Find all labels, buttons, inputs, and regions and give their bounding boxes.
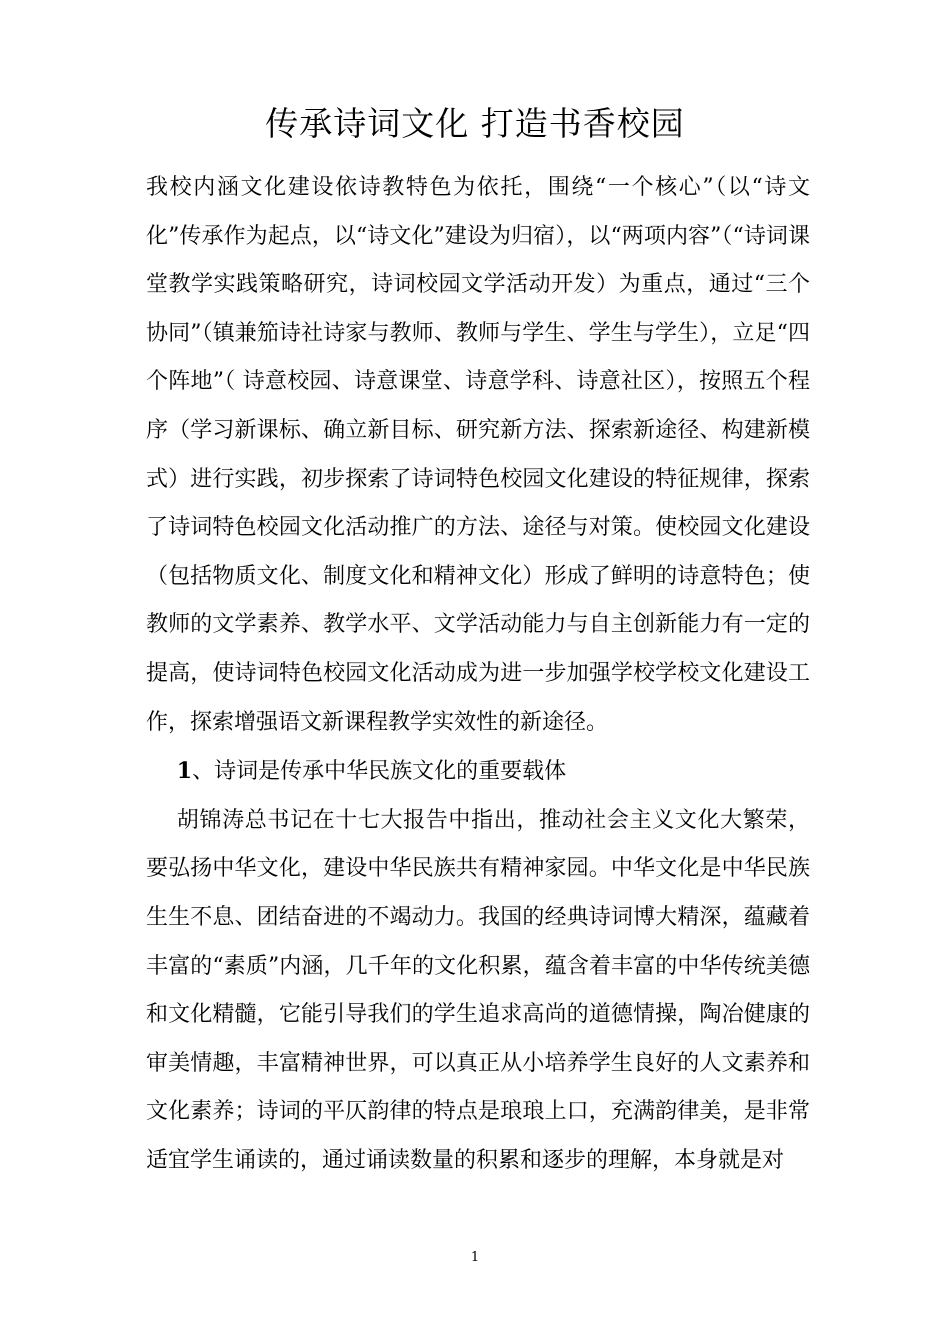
document-title: 传承诗词文化 打造书香校园: [265, 104, 685, 143]
section-paragraph: 胡锦涛总书记在十七大报告中指出，推动社会主义文化大繁荣，要弘扬中华文化，建设中华民族共有精神家园。中华文化是中华民族生生不息、团结奋进的不竭动力。我国的经典诗词博大精深，蕴藏着丰富的“素质”内涵，几千年的文化积累，蕴含着丰富的中华传统美德和文化精髓，它能引导我们的学生追求高尚的道德情操，陶冶健康的审美情趣，丰富精神世界，可以真正从小培养学生良好的人文素养和文化素养；诗词的平仄韵律的特点是琅琅上口，充满韵律美，是非常适宜学生诵读的，通过诵读数量的积累和逐步的理解，本身就是对: [146, 807, 810, 1173]
section-number: 1: [176, 758, 193, 785]
document-body: [146, 164, 810, 1185]
section-heading: [146, 747, 810, 797]
page-number: 1: [470, 1250, 480, 1265]
section-title: 、诗词是传承中华民族文化的重要载体: [192, 759, 567, 785]
intro-paragraph: 我校内涵文化建设依诗教特色为依托，围绕“一个核心”（以“诗文化”传承作为起点，以“诗文化”建设为归宿），以“两项内容”（“诗词课堂教学实践策略研究，诗词校园文学活动开发）为重点，通过“三个协同”（镇兼笳诗社诗家与教师、教师与学生、学生与学生），立足“四个阵地”（ 诗意校园、诗意课堂、诗意学科、诗意社区），按照五个程序（学习新课标、确立新目标、研究新方法、探索新途径、构建新模式）进行实践，初步探索了诗词特色校园文化建设的特征规律，探索了诗词特色校园文化活动推广的方法、途径与对策。使校园文化建设（包括物质文化、制度文化和精神文化）形成了鲜明的诗意特色；使教师的文学素养、教学水平、文学活动能力与自主创新能力有一定的提高，使诗词特色校园文化活动成为进一步加强学校学校文化建设工作，探索增强语文新课程教学实效性的新途径。: [146, 175, 810, 735]
